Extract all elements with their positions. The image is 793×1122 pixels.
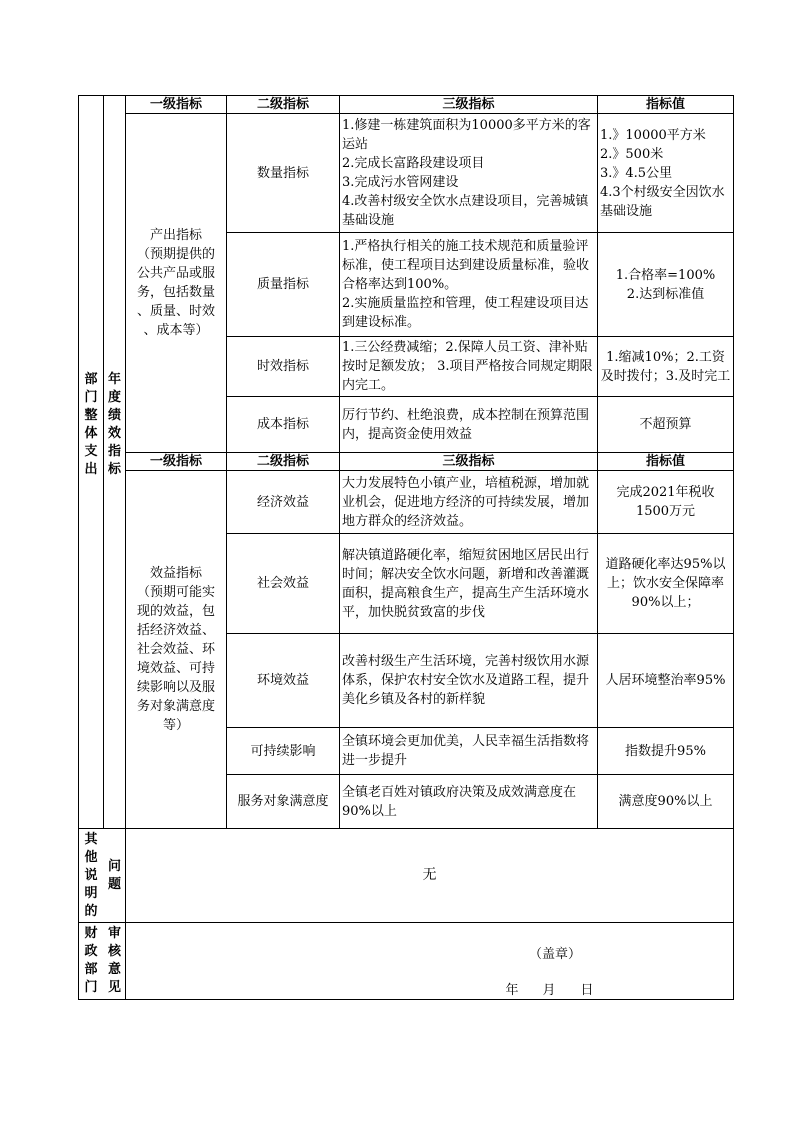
issue-label: 问 题 <box>107 858 121 892</box>
cost-detail: 厉行节约、杜绝浪费，成本控制在预算范围内，提高资金使用效益 <box>342 407 590 442</box>
cost-indicator: 成本指标 <box>256 417 309 432</box>
social-value: 道路硬化率达95%以上；饮水安全保障率90%以上； <box>605 557 726 610</box>
quality-indicator: 质量指标 <box>256 277 309 292</box>
header-value-repeat: 指标值 <box>645 454 685 469</box>
timeliness-indicator: 时效指标 <box>256 359 309 374</box>
header-level3-repeat: 三级指标 <box>442 454 495 469</box>
timeliness-value: 1.缩减10%；2.工资及时拨付；3.及时完工 <box>600 349 731 384</box>
environmental-value: 人居环境整治率95% <box>605 673 726 688</box>
seal-placeholder: （盖章） <box>528 946 581 962</box>
dept-label: 部 门 整 体 支 出 <box>84 372 98 477</box>
timeliness-detail: 1.三公经费减缩；2.保障人员工资、津补贴按时足额发放； 3.项目严格按合同规定期限内完工。 <box>342 340 593 393</box>
header-level1: 一级指标 <box>149 97 202 112</box>
quantity-indicator: 数量指标 <box>256 165 309 181</box>
review-opinion-label: 审 核 意 见 <box>107 926 121 995</box>
date-year: 年 <box>505 982 519 998</box>
quantity-detail: 1.修建一栋建筑面积为10000多平方米的客运站 2.完成长富路段建设项目 3.完成污水管网建设 4.改善村级安全饮水点建设项目，完善城镇基础设施 <box>342 118 591 228</box>
cost-value: 不超预算 <box>639 417 692 432</box>
table-border-right <box>733 95 734 1000</box>
economic-value: 完成2021年税收 1500万元 <box>616 485 715 519</box>
social-detail: 解决镇道路硬化率，缩短贫困地区居民出行时间；解决安全饮水问题，新增和改善灌溉面积，提高粮食生产，提高生产生活环境水平，加快脱贫致富的步伐 <box>342 547 590 620</box>
header-level2-repeat: 二级指标 <box>256 454 309 469</box>
quality-detail: 1.严格执行相关的施工技术规范和质量验评标准，使工程项目达到建设质量标准，验收合格率达到100%。 2.实施质量监控和管理，使工程建设项目达到建设标准。 <box>342 239 590 330</box>
satisfaction-detail: 全镇老百姓对镇政府决策及成效满意度在90%以上 <box>342 784 577 819</box>
satisfaction-value: 满意度90%以上 <box>618 794 713 809</box>
date-month: 月 <box>542 982 556 998</box>
quality-value: 1.合格率=100% 2.达到标准值 <box>615 267 716 302</box>
finance-dept-label: 财 政 部 门 <box>84 926 98 995</box>
output-indicator-label: 产出指标 （预期提供的 公共产品或服 务，包括数量 、质量、时效 、成本等） <box>136 228 215 338</box>
social-benefit: 社会效益 <box>256 576 309 591</box>
table-border-bottom <box>78 999 734 1000</box>
quantity-value: 1.》10000平方米 2.》500米 3.》4.5公里 4.3个村级安全因饮水基础设施 <box>600 127 725 219</box>
other-label: 其 他 说 明 的 <box>84 831 98 919</box>
header-level1-repeat: 一级指标 <box>149 454 202 469</box>
date-day: 日 <box>580 982 594 998</box>
satisfaction-indicator: 服务对象满意度 <box>237 794 329 809</box>
economic-benefit: 经济效益 <box>256 494 309 510</box>
benefit-indicator-label: 效益指标 （预期可能实 现的效益，包 括经济效益、 社会效益、环 境效益、可持 续影响以及服 务对象满意度 等） <box>136 566 215 733</box>
header-value: 指标值 <box>645 97 685 112</box>
environmental-benefit: 环境效益 <box>256 673 309 688</box>
header-level2: 二级指标 <box>256 97 309 112</box>
sustainable-impact: 可持续影响 <box>250 743 316 759</box>
annual-indicator-label: 年 度 绩 效 指 标 <box>107 372 121 477</box>
divider-finance-section <box>78 922 734 923</box>
environmental-detail: 改善村级生产生活环境，完善村级饮用水源体系，保护农村安全饮水及道路工程，提升美化乡镇及各村的新样貌 <box>342 654 590 707</box>
sustainable-detail: 全镇环境会更加优美，人民幸福生活指数将进一步提升 <box>342 734 590 768</box>
economic-detail: 大力发展特色小镇产业，培植税源，增加就业机会，促进地方经济的可持续发展，增加地方群众的经济效益。 <box>342 475 590 529</box>
sustainable-value: 指数提升95% <box>625 743 706 759</box>
header-level3: 三级指标 <box>442 97 495 112</box>
other-issue-value: 无 <box>422 867 437 883</box>
